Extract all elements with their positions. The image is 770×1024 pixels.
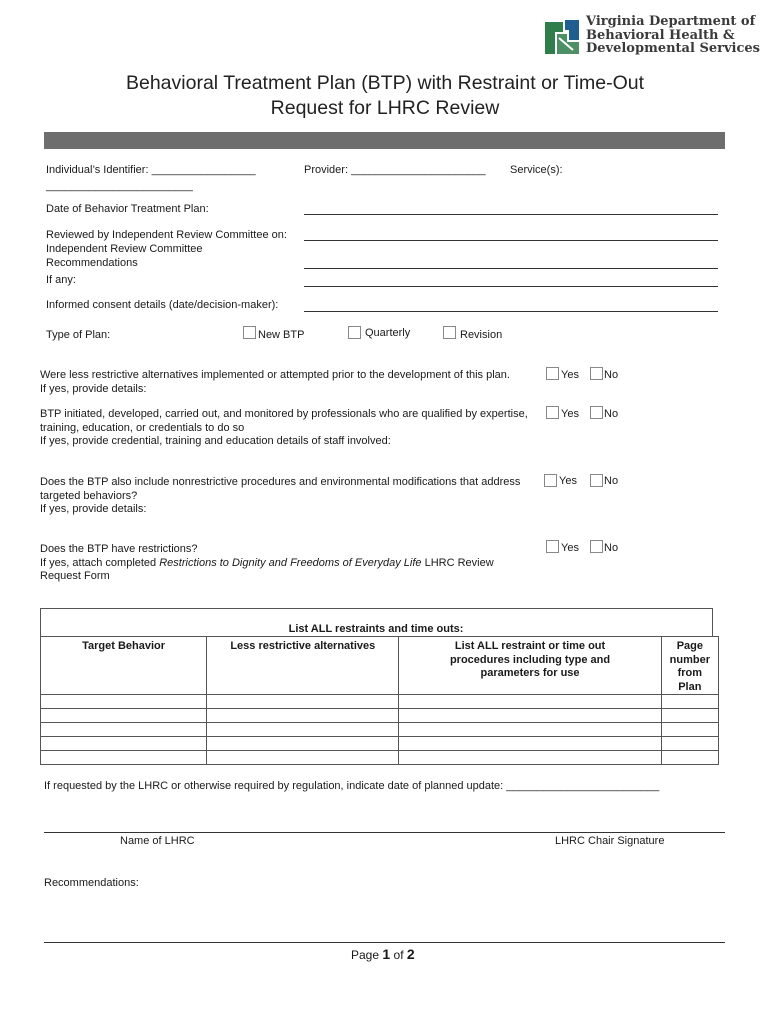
services-label: Service(s): [510, 164, 563, 176]
q1-no-label: No [604, 369, 619, 381]
q2-no-checkbox[interactable] [590, 406, 603, 419]
reviewed-by-label: Reviewed by Independent Review Committee on: [46, 229, 287, 241]
revision-label: Revision [460, 329, 503, 341]
page-title-line2: Request for LHRC Review [270, 97, 500, 119]
header-less-restrictive: Less restrictive alternatives [207, 637, 399, 695]
revision-checkbox[interactable] [443, 326, 456, 339]
q3-yes-checkbox[interactable] [544, 474, 557, 487]
irc-recommendations-label: Independent Review Committee [46, 243, 203, 255]
table-row [41, 709, 719, 723]
question-restrictions: Does the BTP have restrictions? If yes, attach completed Restrictions to Dignity and Freedoms of Everyday Life LHRC Review Request Form [40, 543, 494, 582]
date-of-plan-label: Date of Behavior Treatment Plan: [46, 203, 209, 215]
restraints-table [40, 636, 719, 765]
signature-line[interactable] [44, 832, 725, 833]
section-divider-bar [44, 132, 725, 149]
q2-yes-checkbox[interactable] [546, 406, 559, 419]
header-procedures: List ALL restraint or time out procedures including type and parameters for use [399, 637, 661, 695]
informed-consent-field[interactable] [304, 311, 718, 312]
reviewed-by-field[interactable] [304, 240, 718, 241]
type-of-plan-label: Type of Plan: [46, 329, 111, 341]
provider-label: Provider: ______________________ [304, 164, 486, 176]
q4-no-checkbox[interactable] [590, 540, 603, 553]
quarterly-checkbox[interactable] [348, 326, 361, 339]
org-name: Virginia Department of Behavioral Health & Developmental Services [586, 14, 760, 56]
individual-identifier-continued: ________________________ [46, 180, 193, 192]
q1-no-checkbox[interactable] [590, 367, 603, 380]
table-row [41, 751, 719, 765]
q2-no-label: No [604, 408, 619, 420]
q1-yes-checkbox[interactable] [546, 367, 559, 380]
recommendations-label: Recommendations: [44, 877, 139, 889]
recommendations-line[interactable] [44, 942, 725, 943]
header-page-number: Page number from Plan [661, 637, 718, 695]
page-title-line1: Behavioral Treatment Plan (BTP) with Restraint or Time-Out [125, 72, 645, 94]
q1-yes-label: Yes [561, 369, 579, 381]
lhrc-chair-signature-label: LHRC Chair Signature [555, 835, 665, 847]
q3-no-checkbox[interactable] [590, 474, 603, 487]
dbhds-logo-icon [543, 18, 581, 56]
if-any-label: If any: [46, 274, 76, 286]
q4-yes-label: Yes [561, 542, 579, 554]
table-row [41, 723, 719, 737]
q3-yes-label: Yes [559, 475, 577, 487]
informed-consent-label: Informed consent details (date/decision-maker): [46, 299, 279, 311]
restraints-table-caption: List ALL restraints and time outs: [288, 623, 464, 635]
new-btp-label: New BTP [258, 329, 305, 341]
irc-recommendations-field[interactable] [304, 268, 718, 269]
q3-no-label: No [604, 475, 619, 487]
quarterly-label: Quarterly [365, 327, 411, 339]
question-less-restrictive: Were less restrictive alternatives implemented or attempted prior to the development of this plan. If yes, provide details: [40, 369, 510, 395]
if-any-field[interactable] [304, 286, 718, 287]
table-header-row [41, 637, 719, 695]
page-number: Page 1 of 2 [351, 946, 415, 962]
question-qualified-professionals: BTP initiated, developed, carried out, and monitored by professionals who are qualified by expertise, training, education, or credentials to do so If yes, provide credential, training and education details of staff involved: [40, 408, 528, 447]
table-row [41, 737, 719, 751]
irc-recommendations-label-2: Recommendations [46, 257, 138, 269]
q4-no-label: No [604, 542, 619, 554]
name-of-lhrc-label: Name of LHRC [120, 835, 195, 847]
q2-yes-label: Yes [561, 408, 579, 420]
new-btp-checkbox[interactable] [243, 326, 256, 339]
q4-yes-checkbox[interactable] [546, 540, 559, 553]
question-nonrestrictive-procedures: Does the BTP also include nonrestrictive procedures and environmental modifications that address targeted behaviors? If yes, provide details: [40, 476, 521, 515]
header-target-behavior: Target Behavior [41, 637, 207, 695]
date-of-plan-field[interactable] [304, 214, 718, 215]
individual-identifier-label: Individual’s Identifier: _________________ [46, 164, 256, 176]
planned-update-label: If requested by the LHRC or otherwise required by regulation, indicate date of planned update: _________________________ [44, 780, 660, 792]
table-row [41, 695, 719, 709]
